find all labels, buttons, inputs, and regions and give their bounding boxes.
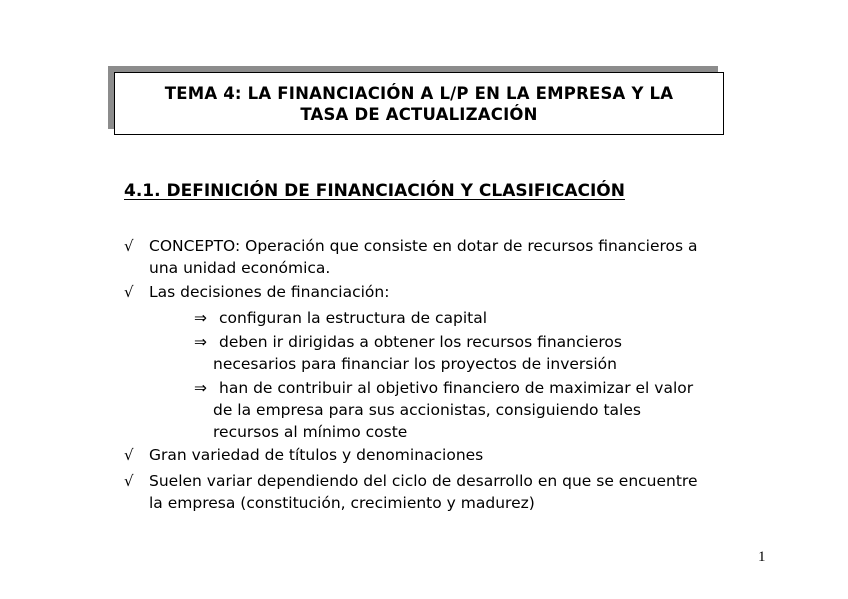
arrow-icon: ⇒ (194, 379, 207, 397)
sub-item-dirigidas-line-1: deben ir dirigidas a obtener los recursos financieros (219, 333, 622, 351)
check-icon: √ (124, 472, 134, 490)
concepto-line-2: una unidad económica. (149, 259, 331, 277)
check-icon: √ (124, 283, 134, 301)
variar-line-2: la empresa (constitución, crecimiento y madurez) (149, 494, 535, 512)
arrow-icon: ⇒ (194, 309, 207, 327)
decisiones-item: Las decisiones de financiación: (149, 283, 390, 301)
title-line-2: TASA DE ACTUALIZACIÓN (300, 104, 538, 124)
sub-item-contribuir-line-2: de la empresa para sus accionistas, consiguiendo tales (213, 401, 641, 419)
sub-item-estructura: configuran la estructura de capital (219, 309, 488, 327)
concepto-line-1: CONCEPTO: Operación que consiste en dotar de recursos financieros a (149, 237, 698, 255)
sub-item-contribuir-line-1: han de contribuir al objetivo financiero de maximizar el valor (219, 379, 694, 397)
variedad-item: Gran variedad de títulos y denominaciones (149, 446, 484, 464)
sub-item-dirigidas-line-2: necesarios para financiar los proyectos de inversión (213, 355, 617, 373)
variar-line-1: Suelen variar dependiendo del ciclo de desarrollo en que se encuentre (149, 472, 698, 490)
check-icon: √ (124, 446, 134, 464)
sub-item-contribuir-line-3: recursos al mínimo coste (213, 423, 408, 441)
title-box (114, 72, 724, 135)
title-line-1: TEMA 4: LA FINANCIACIÓN A L/P EN LA EMPRESA Y LA (164, 83, 674, 103)
page-number: 1 (758, 549, 766, 565)
arrow-icon: ⇒ (194, 333, 207, 351)
check-icon: √ (124, 237, 134, 255)
section-heading: 4.1. DEFINICIÓN DE FINANCIACIÓN Y CLASIFICACIÓN (124, 181, 625, 201)
